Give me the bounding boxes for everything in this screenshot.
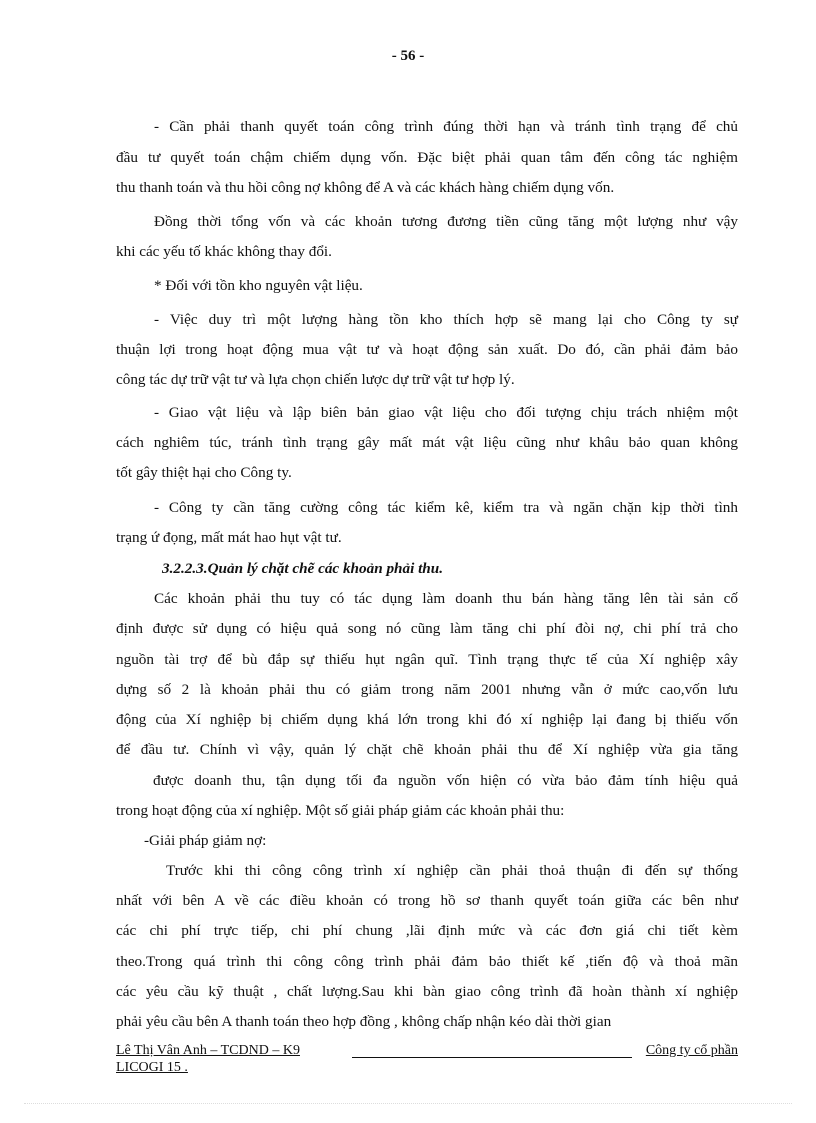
paragraph-line: động của Xí nghiệp bị chiếm dụng khá lớn trong khi đó xí nghiệp lại đang bị thiếu vốn <box>116 711 738 728</box>
section-subheading: -Giải pháp giảm nợ: <box>144 832 267 849</box>
page-footer <box>116 1043 738 1076</box>
paragraph-line: theo.Trong quá trình thi công công trình phải đảm bảo thiết kế ,tiến độ và thoả mãn <box>116 953 738 970</box>
paragraph-line: công tác dự trữ vật tư và lựa chọn chiến lược dự trữ vật tư hợp lý. <box>116 371 515 388</box>
paragraph-line: - Công ty cần tăng cường công tác kiểm kê, kiểm tra và ngăn chặn kịp thời tình <box>154 499 738 516</box>
paragraph-line: trạng ứ đọng, mất mát hao hụt vật tư. <box>116 529 342 546</box>
paragraph-line: để đầu tư. Chính vì vậy, quản lý chặt chẽ khoản phải thu để Xí nghiệp vừa gia tăng <box>116 741 738 758</box>
footer-author: Lê Thị Vân Anh – TCDND – K9 <box>116 1043 300 1058</box>
paragraph-line: nguồn tài trợ để bù đắp sự thiếu hụt ngân quĩ. Tình trạng thực tế của Xí nghiệp xây <box>116 651 738 668</box>
paragraph-line: tốt gây thiệt hại cho Công ty. <box>116 464 292 481</box>
paragraph-line: Trước khi thi công công trình xí nghiệp cần phải thoả thuận đi đến sự thống <box>166 862 738 879</box>
paragraph-line: đầu tư quyết toán chậm chiếm dụng vốn. Đặc biệt phải quan tâm đến công tác nghiệm <box>116 149 738 166</box>
paragraph-line: các chi phí trực tiếp, chi phí chung ,lãi định mức và các đơn giá chi tiết kèm <box>116 922 738 939</box>
paragraph-line: phải yêu cầu bên A thanh toán theo hợp đồng , không chấp nhận kéo dài thời gian <box>116 1013 612 1030</box>
paragraph-line: thu thanh toán và thu hồi công nợ không để A và các khách hàng chiếm dụng vốn. <box>116 179 615 196</box>
paragraph-line: được doanh thu, tận dụng tối đa nguồn vốn hiện có vừa bảo đảm tính hiệu quả <box>153 772 738 789</box>
footer-rule <box>352 1057 632 1058</box>
paragraph-line: cách nghiêm túc, tránh tình trạng gây mất mát vật liệu cũng như khâu bảo quan không <box>116 434 738 451</box>
paragraph-line: - Cần phải thanh quyết toán công trình đúng thời hạn và tránh tình trạng để chủ <box>154 118 738 135</box>
paragraph-line: khi các yếu tố khác không thay đổi. <box>116 243 332 260</box>
footer-company: Công ty cổ phần <box>645 1043 738 1058</box>
paragraph-line: dựng số 2 là khoản phải thu có giảm trong năm 2001 nhưng vẫn ở mức cao,vốn lưu <box>116 681 738 698</box>
page-number: - 56 - <box>391 48 425 64</box>
paragraph-line: nhất với bên A về các điều khoản có trong hồ sơ thanh quyết toán giữa các bên như <box>116 892 738 909</box>
paragraph-line: - Việc duy trì một lượng hàng tồn kho thích hợp sẽ mang lại cho Công ty sự <box>154 311 738 328</box>
footer-company-continued: LICOGI 15 . <box>116 1060 188 1075</box>
paragraph-line: Các khoản phải thu tuy có tác dụng làm doanh thu bán hàng tăng lên tài sản cố <box>154 590 738 607</box>
section-subheading: * Đối với tồn kho nguyên vật liệu. <box>154 277 363 294</box>
paragraph-line: thuận lợi trong hoạt động mua vật tư và hoạt động sản xuất. Do đó, cần phải đảm bảo <box>116 341 738 358</box>
paragraph-line: trong hoạt động của xí nghiệp. Một số giải pháp giảm các khoản phải thu: <box>116 802 565 819</box>
paragraph-line: định được sử dụng có hiệu quả song nó cũng làm tăng chi phí đòi nợ, chi phí trả cho <box>116 620 738 637</box>
section-heading: 3.2.2.3.Quản lý chặt chẽ các khoản phải thu. <box>162 560 443 577</box>
page-bottom-border <box>24 1103 792 1104</box>
paragraph-line: - Giao vật liệu và lập biên bản giao vật liệu cho đối tượng chịu trách nhiệm một <box>154 404 738 421</box>
paragraph-line: các yêu cầu kỹ thuật , chất lượng.Sau khi bàn giao công trình đã hoàn thành xí nghiệp <box>116 983 738 1000</box>
paragraph-line: Đồng thời tổng vốn và các khoản tương đương tiền cũng tăng một lượng như vậy <box>154 213 738 230</box>
